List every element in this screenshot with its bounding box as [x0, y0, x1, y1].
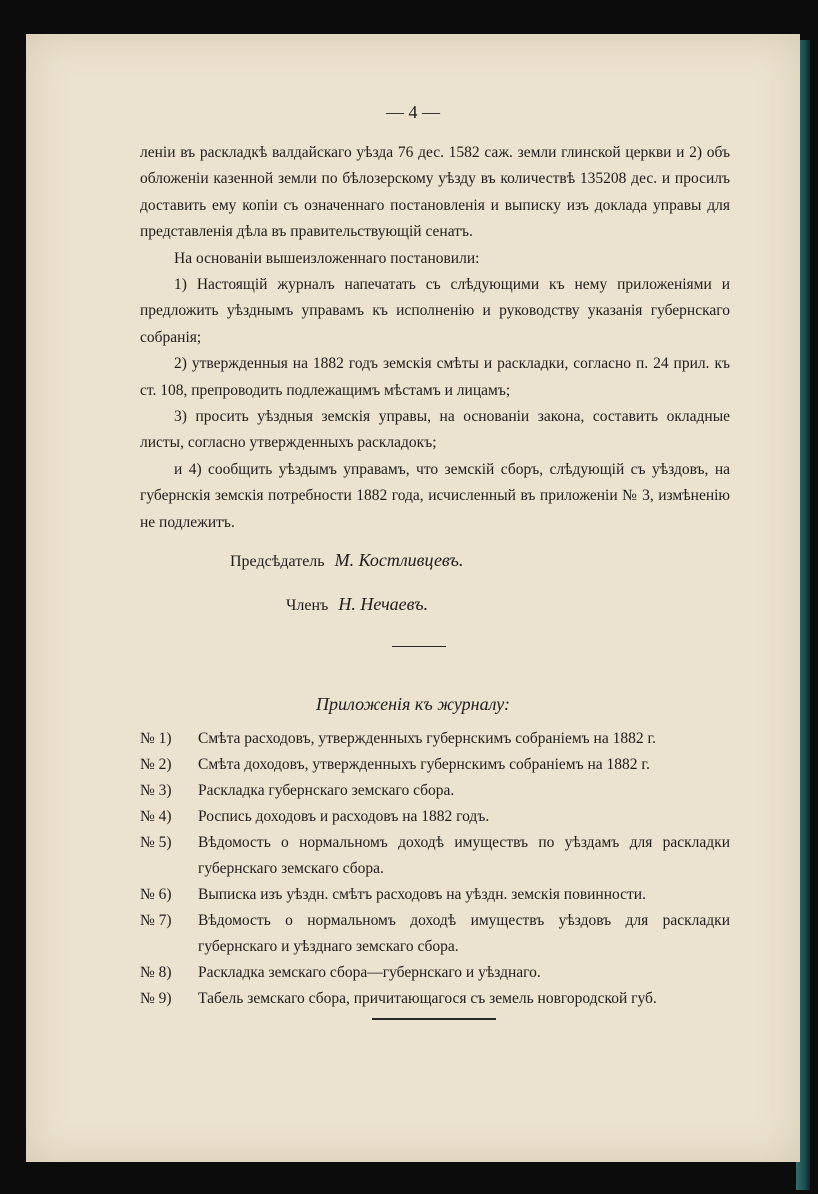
list-item — [140, 882, 730, 908]
appendix-text: Смѣта расходовъ, утвержденныхъ губернскимъ собраніемъ на 1882 г. — [198, 730, 656, 747]
list-item — [140, 960, 730, 986]
appendix-text: Табель земскаго сбора, причитающагося съ земель новгородской губ. — [198, 990, 657, 1007]
appendix-number: № 7) — [140, 912, 172, 929]
list-item — [140, 778, 730, 804]
list-item — [140, 986, 730, 1012]
appendix-number: № 5) — [140, 834, 172, 851]
chairman-title: Предсѣдатель — [230, 553, 325, 570]
appendix-list — [140, 726, 730, 1012]
appendix-number: № 1) — [140, 730, 172, 747]
appendix-number: № 3) — [140, 782, 172, 799]
appendix-number: № 4) — [140, 808, 172, 825]
appendix-text: Роспись доходовъ и расходовъ на 1882 годъ. — [198, 808, 490, 825]
appendix-text: Смѣта доходовъ, утвержденныхъ губернскимъ собраніемъ на 1882 г. — [198, 756, 650, 773]
list-item — [140, 804, 730, 830]
appendix-text: Раскладка земскаго сбора—губернскаго и уѣзднаго. — [198, 964, 541, 981]
section-divider — [392, 646, 446, 647]
appendix-number: № 6) — [140, 886, 172, 903]
list-item — [140, 726, 730, 752]
list-item — [140, 908, 730, 960]
appendix-text: Раскладка губернскаго земскаго сбора. — [198, 782, 455, 799]
list-item — [140, 752, 730, 778]
list-item — [140, 830, 730, 882]
appendix-title: Приложенія къ журналу: — [316, 694, 510, 714]
paragraph-resolution-intro: На основаніи вышеизложеннаго постановили: — [174, 249, 480, 267]
paragraph-item-4: и 4) сообщить уѣздымъ управамъ, что земскій сборъ, слѣдующій съ уѣздовъ, на губернскія земскія потребности 1882 года, исчисленный въ приложеніи № 3, измѣненію не подлежитъ. — [140, 460, 730, 531]
appendix-number: № 2) — [140, 756, 172, 773]
paragraph-item-3: 3) просить уѣздныя земскія управы, на основаніи закона, составить окладные листы, согласно утвержденныхъ раскладокъ; — [140, 408, 730, 452]
appendix-text: Выписка изъ уѣздн. смѣтъ расходовъ на уѣздн. земскія повинности. — [198, 886, 646, 903]
appendix-text: Вѣдомость о нормальномъ доходѣ имуществъ уѣздовъ для раскладки губернскаго и уѣзднаго земскаго сбора. — [198, 912, 730, 955]
member-signature — [286, 594, 428, 615]
appendix-number: № 9) — [140, 990, 172, 1007]
page-number: — 4 — — [386, 102, 440, 122]
paragraph-continuation: леніи въ раскладкѣ валдайскаго уѣзда 76 дес. 1582 саж. земли глинской церкви и 2) объ обложеніи казенной земли по бѣлозерскому уѣзду въ количествѣ 135208 дес. и просилъ доставить ему копіи съ означеннаго постановленія и выписку изъ доклада управы для представленія дѣла въ правительствующій сенатъ. — [140, 144, 730, 241]
journal-body — [140, 140, 730, 536]
member-title: Членъ — [286, 597, 329, 614]
paragraph-item-2: 2) утвержденныя на 1882 годъ земскія смѣты и раскладки, согласно п. 24 прил. къ ст. 108, препроводить подлежащимъ мѣстамъ и лицамъ; — [140, 355, 730, 399]
closing-divider — [372, 1018, 496, 1020]
member-name: Н. Нечаевъ. — [338, 594, 429, 614]
scanned-page — [26, 34, 800, 1162]
paragraph-item-1: 1) Настоящій журналъ напечатать съ слѣдующими къ нему приложеніями и предложить уѣзднымъ управамъ къ исполненію и руководству указанія губернскаго собранія; — [140, 276, 730, 346]
chairman-name: М. Костливцевъ. — [334, 550, 464, 570]
appendix-number: № 8) — [140, 964, 172, 981]
appendix-text: Вѣдомость о нормальномъ доходѣ имуществъ по уѣздамъ для раскладки губернскаго земскаго сбора. — [198, 834, 730, 877]
chairman-signature — [230, 550, 463, 571]
